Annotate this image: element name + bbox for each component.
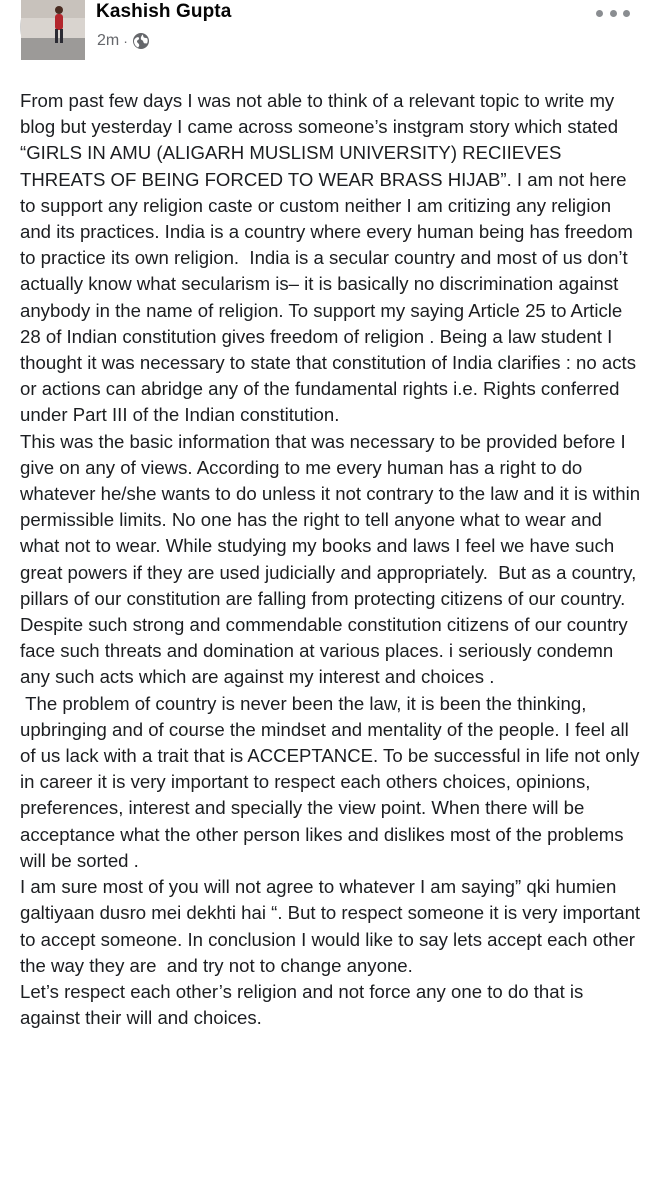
author-name[interactable]: Kashish Gupta <box>96 1 232 22</box>
post-header <box>0 0 644 66</box>
post-time[interactable]: 2m <box>97 32 120 49</box>
avatar[interactable] <box>20 0 84 59</box>
post-paragraph-3: The problem of country is never been the law, it is been the thinking, upbringing and of course the mindset and mentality of the people. I feel all of us lack with a trait that is ACCEPTANCE. To be successful in life not only in career it is very important to respect each others choices, opinions, preferences, interest and specially the view point. When there will be acceptance what the other person likes and dislikes most of the problems will be sorted . <box>20 692 645 871</box>
more-horizontal-icon <box>596 10 603 17</box>
globe-icon[interactable] <box>132 32 150 50</box>
post-meta <box>97 31 150 51</box>
post-paragraph-5: Let’s respect each other’s religion and not force any one to do that is against their will and choices. <box>20 980 589 1029</box>
post-paragraph-4: I am sure most of you will not agree to whatever I am saying” qki humien galtiyaan dusro mei dekhti hai “. But to respect someone it is very important to accept someone. In conclusion I would like to say lets accept each other the way they are and try not to change anyone. <box>20 876 646 976</box>
post-paragraph-1: From past few days I was not able to think of a relevant topic to write my blog but yesterday I came across someone’s instgram story which stated “GIRLS IN AMU (ALIGARH MUSLISM UNIVERSITY) RECIIEVES THREATS OF BEING FORCED TO WEAR BRASS HIJAB”. I am not here to support any religion caste or custom neither I am critizing any religion and its practices. India is a country where every human being has freedom to practice its own religion. India is a secular country and most of us don’t actually know what secularism is– it is basically no discrimination against anybody in the name of religion. To support my saying Article 25 to Article 28 of Indian constitution gives freedom of religion . Being a law student I thought it was necessary to state that constitution of India clarifies : no acts or actions can abridge any of the fundamental rights i.e. Rights conferred under Part III of the Indian constitution. <box>20 90 642 426</box>
more-options-button[interactable] <box>596 6 630 20</box>
post-paragraph-2: This was the basic information that was necessary to be provided before I give on any of views. According to me every human has a right to do whatever he/she wants to do unless it not contrary to the law and it is within permissible limits. No one has the right to tell anyone what to wear and what not to wear. While studying my books and laws I feel we have such great powers if they are used judicially and appropriately. But as a country, pillars of our constitution are falling from protecting citizens of our country. Despite such strong and commendable constitution citizens of our country face such threats and domination at various places. i seriously condemn any such acts which are against my interest and choices . <box>20 430 646 688</box>
post-text <box>20 88 646 1031</box>
meta-separator: · <box>123 33 128 49</box>
avatar-photo <box>21 0 85 60</box>
